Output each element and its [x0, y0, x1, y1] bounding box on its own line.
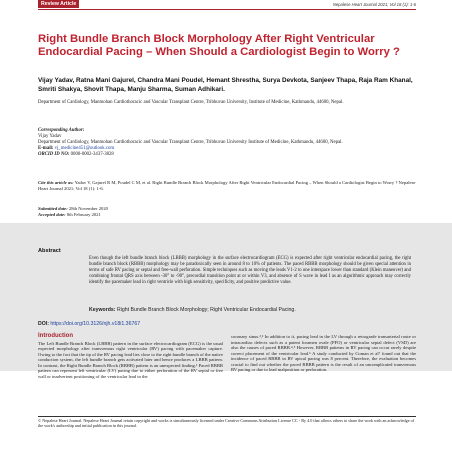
corresponding-address: Department of Cardiology, Manmohan Cardiothoracic and Vascular Transplant Centre, Tribhuvan University Institute of Medicine, Kathmandu, 44600, Nepal.	[38, 140, 343, 146]
body-column-left	[38, 334, 223, 379]
introduction-paragraph-2: coronary sinus.²,³ In addition to it, pacing lead in the LV through a retrograde transarterial route or intracardiac defects such as a patent foramen ovale (PFO) or ventricular septal defect (VSD) are also the causes of paced RBBB.⁴,⁵ However, RBBB patterns in RV pacing can occur rarely despite correct placement of the ventricular lead.⁶ A study conducted by Coman et al⁷ found out that the incidence of paced RBBB in RV apical pacing was 8 percent. Therefore, the evaluation becomes crucial to find out whether the paced RBBB pattern is the result of an uncomplicated transvenous RV pacing or due to lead malposition or perforation.	[231, 334, 416, 373]
article-title: Right Bundle Branch Block Morphology After Right Ventricular Endocardial Pacing – When Should a Cardiologist Begin to Worry ?	[38, 33, 400, 58]
keywords-label: Keywords:	[89, 307, 116, 313]
cite-label: Cite this article as:	[38, 180, 74, 185]
email-link[interactable]: vj_medicine451@outlook.com	[54, 146, 115, 152]
corresponding-name: Vijay Yadav	[38, 134, 62, 140]
doi-label: DOI:	[38, 321, 49, 327]
keywords-value: Right Bundle Branch Block Morphology; Right Ventricular Endocardial Pacing.	[116, 307, 296, 313]
email-label: E-mail:	[38, 146, 54, 152]
abstract-heading: Abstract	[38, 248, 61, 254]
copyright-footer: © Nepalese Heart Journal. Nepalese Heart Journal retain copyright and works is simultaneously licensed under Creative Commons Attribution License CC - By 4.0 that allows others to share the work with an acknowledge of the work's authorship and initial publication in this journal.	[38, 418, 415, 429]
doi-line	[38, 321, 140, 327]
corresponding-label: Corresponding Author:	[38, 128, 85, 133]
footer-divider	[38, 416, 416, 417]
journal-citation-header: Nepalese Heart Journal 2021; Vol 18 (1): 1-6	[332, 1, 416, 7]
page-header	[38, 0, 416, 8]
accepted-label: Accepted date:	[38, 212, 66, 218]
article-type-badge: Review Article	[38, 0, 79, 8]
doi-link[interactable]: https://doi.org/10.3126/njh.v18i1.36767	[50, 321, 141, 327]
orcid-label: ORCID ID NO:	[38, 152, 70, 158]
accepted-date-line	[38, 212, 416, 218]
abstract-text: Even though the left bundle branch block (LBBB) morphology in the surface electrocardiogram (ECG) is expected after right ventricular endocardial pacing, the right bundle branch block (RBBB) morphology may be paradoxically seen in around 8 to 10% of patients. The paced RBBB morphology should be given special attention in terms of safe RV pacing or septal and free-wall perforation. Simple techniques such as moving the leads V1-2 to one interspace lower than standard (Klein maneuver) and combining frontal QRS axis between -30° to -90°, precordial transition point at or within V3, and absence of S wave in lead I as an algorithmic approach may correctly identify the pacemaker lead in right ventricle with high sensitivity, specificity, and positive predictive value.	[89, 256, 411, 286]
body-columns	[38, 334, 416, 379]
cite-text: Yadav V, Gajurel R M, Poudel C M, et al. Right Bundle Branch Block Morphology After Right Ventricular Endocardial Pacing – When Should a Cardiologist Begin to Worry ? Nepalese Heart Journal 2021; Vol 18 (1): 1-6.	[38, 180, 416, 191]
author-list: Vijay Yadav, Ratna Mani Gajurel, Chandra Mani Poudel, Hemant Shrestha, Surya Devkota, Sanjeev Thapa, Raja Ram Khanal, Smriti Shakya, Shovit Thapa, Manju Sharma, Suman Adhikari.	[38, 77, 413, 93]
corresponding-author	[38, 128, 416, 158]
introduction-heading: Introduction	[38, 333, 73, 339]
orcid-value: 0000-0002-3437-3828	[70, 152, 114, 158]
keywords-line	[89, 307, 411, 313]
accepted-date: 8th February 2021	[66, 212, 101, 218]
submitted-label: Submitted date:	[38, 206, 68, 211]
affiliation: Department of Cardiology, Manmohan Cardiothoracic and Vascular Transplant Centre, Tribhuvan University, Institute of Medicine, Kathmandu, 44600, Nepal.	[38, 100, 344, 105]
submitted-date: 28th November 2020	[68, 206, 108, 211]
body-column-right	[231, 334, 416, 379]
header-divider	[38, 9, 416, 10]
article-dates	[38, 206, 416, 219]
citation-block	[38, 180, 416, 192]
orcid-line	[38, 152, 416, 158]
introduction-paragraph-1: The Left Bundle Branch Block (LBBB) pattern in the surface electrocardiogram (ECG) is the usual expected morphology after transvenous right ventricular (RV) pacing with pacemaker capture. Owing to the fact that the tip of the RV pacing lead lies close to the right bundle branch of the native conduction system, the left bundle branch gets activated later and hence produces a LBBB pattern. In contrast, the Right Bundle Branch Block (RBBB) pattern is an unexpected finding.¹ Paced RBBB pattern can represent left ventricular (LV) pacing due to either perforation of the RV septal or free wall or inadvertent positioning of the ventricular lead in the	[38, 340, 223, 379]
